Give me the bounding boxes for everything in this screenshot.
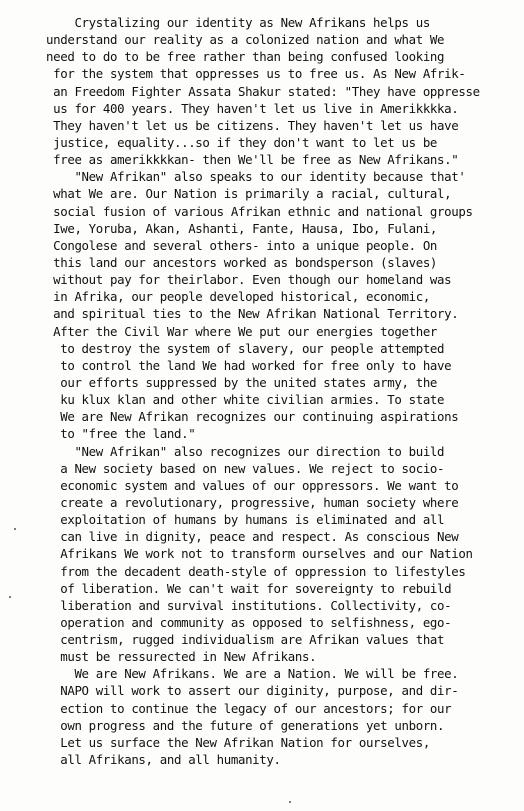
text-line: what We are. Our Nation is primarily a racial, cultural, xyxy=(46,186,452,202)
text-line: centrism, rugged individualism are Afrikan values that xyxy=(46,632,445,648)
scan-speck xyxy=(9,596,11,598)
text-line: us for 400 years. They haven't let us live in Amerikkkka. xyxy=(46,100,459,116)
text-line: Let us surface the New Afrikan Nation for ourselves, xyxy=(46,734,430,750)
text-line: justice, equality...so if they don't want to let us be xyxy=(46,134,438,150)
text-line: and spiritual ties to the New Afrikan National Territory. xyxy=(46,306,459,322)
text-line: to destroy the system of slavery, our people attempted xyxy=(46,340,445,356)
body-text xyxy=(46,14,516,768)
text-line: from the decadent death-style of oppression to lifestyles xyxy=(46,563,466,579)
text-line: exploitation of humans by humans is eliminated and all xyxy=(46,512,445,528)
text-line: free as amerikkkkan- then We'll be free as New Afrikans." xyxy=(46,152,459,168)
text-line: without pay for theirlabor. Even though our homeland was xyxy=(46,272,452,288)
text-line: Iwe, Yoruba, Akan, Ashanti, Fante, Hausa, Ibo, Fulani, xyxy=(46,220,438,236)
text-line: Crystalizing our identity as New Afrikans helps us xyxy=(46,15,430,30)
text-line: create a revolutionary, progressive, human society where xyxy=(46,494,459,510)
text-line: must be ressurected in New Afrikans. xyxy=(46,649,317,665)
text-line: this land our ancestors worked as bondsperson (slaves) xyxy=(46,254,438,270)
text-line: for the system that oppresses us to free us. As New Afrik- xyxy=(46,66,466,82)
text-line: ku klux klan and other white civilian armies. To state xyxy=(46,392,445,408)
text-line: understand our reality as a colonized nation and what We xyxy=(46,32,445,48)
text-line: NAPO will work to assert our diginity, purpose, and dir- xyxy=(46,683,459,699)
text-line: Congolese and several others- into a unique people. On xyxy=(46,237,438,253)
text-line: "New Afrikan" also speaks to our identity because that' xyxy=(46,169,466,185)
text-line: We are New Afrikans. We are a Nation. We will be free. xyxy=(46,666,459,682)
text-line: liberation and survival institutions. Collectivity, co- xyxy=(46,597,452,613)
text-line: all Afrikans, and all humanity. xyxy=(46,752,281,768)
text-line: can live in dignity, peace and respect. As conscious New xyxy=(46,529,459,545)
text-line: to control the land We had worked for free only to have xyxy=(46,357,452,373)
text-line: They haven't let us be citizens. They haven't let us have xyxy=(46,117,459,133)
text-line: to "free the land." xyxy=(46,426,196,442)
text-line: social fusion of various Afrikan ethnic and national groups xyxy=(46,203,473,219)
text-line: need to do to be free rather than being confused looking xyxy=(46,49,445,65)
text-line: economic system and values of our oppressors. We want to xyxy=(46,477,459,493)
text-line: a New society based on new values. We reject to socio- xyxy=(46,460,445,476)
text-line: our efforts suppressed by the united states army, the xyxy=(46,374,438,390)
text-line: own progress and the future of generations yet unborn. xyxy=(46,717,445,733)
scan-speck xyxy=(289,801,291,803)
text-line: "New Afrikan" also recognizes our direction to build xyxy=(46,443,445,459)
text-line: ection to continue the legacy of our ancestors; for our xyxy=(46,700,452,716)
text-line: an Freedom Fighter Assata Shakur stated: "They have oppresse xyxy=(46,83,480,99)
text-line: Afrikans We work not to transform ourselves and our Nation xyxy=(46,546,473,562)
scan-speck xyxy=(14,528,16,530)
text-line: of liberation. We can't wait for sovereignty to rebuild xyxy=(46,580,452,596)
text-line: We are New Afrikan recognizes our continuing aspirations xyxy=(46,409,459,425)
text-line: operation and community as opposed to selfishness, ego- xyxy=(46,614,452,630)
text-line: After the Civil War where We put our energies together xyxy=(46,323,438,339)
text-line: in Afrika, our people developed historical, economic, xyxy=(46,289,430,305)
